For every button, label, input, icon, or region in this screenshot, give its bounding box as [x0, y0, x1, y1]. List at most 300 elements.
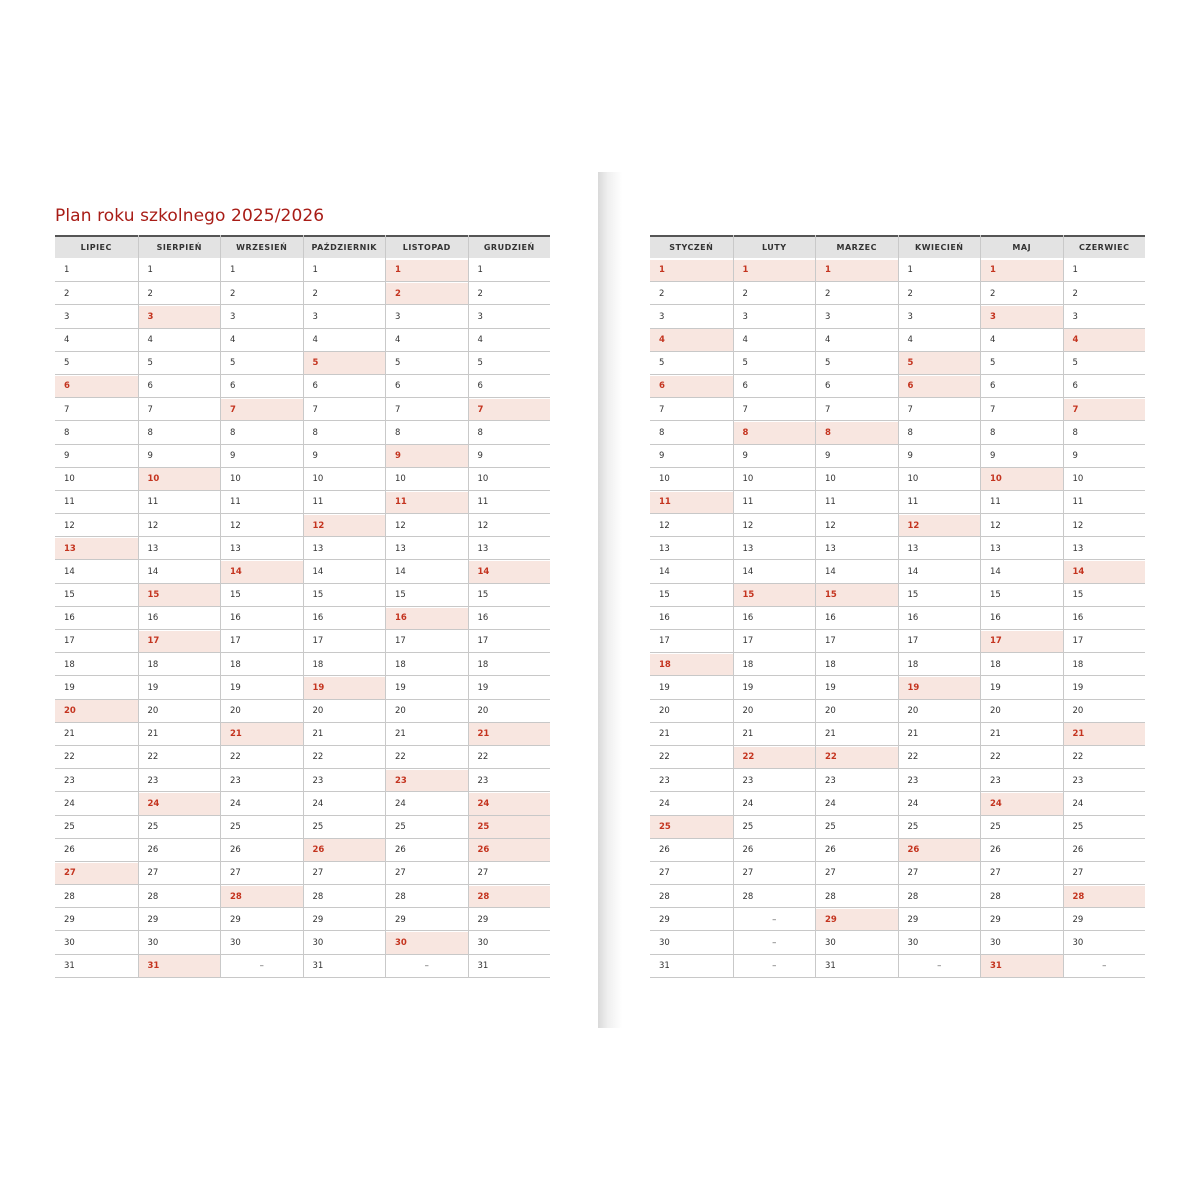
day-cell: 3 — [221, 306, 303, 329]
day-cell: 15 — [55, 584, 138, 607]
day-cell: 13 — [304, 538, 386, 561]
day-cell: 4 — [981, 329, 1063, 352]
day-cell: 9 — [139, 445, 221, 468]
day-cell: 26 — [981, 839, 1063, 862]
day-cell: 3 — [386, 306, 468, 329]
day-cell: 17 — [386, 631, 468, 654]
day-cell-empty: – — [899, 955, 981, 978]
day-cell: 20 — [221, 700, 303, 723]
day-cell: 3 — [304, 306, 386, 329]
day-cell-holiday: 31 — [981, 955, 1063, 978]
day-cell: 20 — [816, 700, 898, 723]
day-cell-holiday: 14 — [469, 561, 551, 584]
day-cell: 2 — [139, 283, 221, 306]
day-cell: 27 — [734, 863, 816, 886]
day-cell: 3 — [734, 306, 816, 329]
day-cell-holiday: 3 — [981, 306, 1063, 329]
day-cell: 15 — [221, 584, 303, 607]
day-cell: 13 — [386, 538, 468, 561]
day-cell: 17 — [816, 631, 898, 654]
month-column — [898, 235, 981, 978]
day-cell: 12 — [469, 515, 551, 538]
day-cell: 10 — [55, 468, 138, 491]
day-cell: 4 — [734, 329, 816, 352]
day-cell: 23 — [1064, 770, 1146, 793]
day-cell: 5 — [650, 352, 733, 375]
day-cell: 16 — [734, 608, 816, 631]
day-cell: 28 — [981, 886, 1063, 909]
day-cell: 11 — [139, 492, 221, 515]
day-cell: 7 — [139, 399, 221, 422]
day-cell: 19 — [386, 677, 468, 700]
day-cell: 30 — [1064, 932, 1146, 955]
month-column — [980, 235, 1063, 978]
day-cell: 8 — [304, 422, 386, 445]
day-cell-holiday: 25 — [469, 816, 551, 839]
day-cell-holiday: 28 — [1064, 886, 1146, 909]
day-cell-holiday: 26 — [304, 839, 386, 862]
day-cell: 29 — [1064, 909, 1146, 932]
month-header: PAŹDZIERNIK — [304, 235, 386, 258]
day-cell: 10 — [469, 468, 551, 491]
day-cell: 5 — [386, 352, 468, 375]
day-cell: 22 — [386, 747, 468, 770]
day-cell: 16 — [139, 608, 221, 631]
day-cell: 23 — [899, 770, 981, 793]
month-column — [733, 235, 816, 978]
day-cell: 5 — [221, 352, 303, 375]
month-column — [1063, 235, 1146, 978]
day-cell: 23 — [139, 770, 221, 793]
month-column — [55, 235, 138, 978]
day-cell: 31 — [816, 955, 898, 978]
book-spine — [598, 172, 622, 1028]
month-header: LUTY — [734, 235, 816, 258]
day-cell: 20 — [386, 700, 468, 723]
month-column — [468, 235, 551, 978]
day-cell: 9 — [304, 445, 386, 468]
day-cell: 29 — [981, 909, 1063, 932]
day-cell: 11 — [221, 492, 303, 515]
day-cell: 7 — [650, 399, 733, 422]
day-cell: 25 — [734, 816, 816, 839]
day-cell: 11 — [899, 492, 981, 515]
day-cell: 24 — [304, 793, 386, 816]
day-cell: 4 — [55, 329, 138, 352]
month-header: LIPIEC — [55, 235, 138, 258]
day-cell: 15 — [899, 584, 981, 607]
day-cell: 31 — [650, 955, 733, 978]
day-cell: 3 — [899, 306, 981, 329]
day-cell: 10 — [1064, 468, 1146, 491]
day-cell: 29 — [386, 909, 468, 932]
day-cell: 10 — [386, 468, 468, 491]
day-cell-holiday: 21 — [221, 723, 303, 746]
day-cell: 20 — [650, 700, 733, 723]
day-cell: 5 — [1064, 352, 1146, 375]
day-cell-holiday: 4 — [650, 329, 733, 352]
day-cell: 27 — [899, 863, 981, 886]
day-cell: 11 — [1064, 492, 1146, 515]
day-cell: 19 — [469, 677, 551, 700]
day-cell-holiday: 11 — [386, 492, 468, 515]
day-cell: 6 — [816, 376, 898, 399]
day-cell: 19 — [981, 677, 1063, 700]
day-cell: 19 — [139, 677, 221, 700]
day-cell: 25 — [139, 816, 221, 839]
month-column — [650, 235, 733, 978]
day-cell: 4 — [899, 329, 981, 352]
day-cell: 17 — [650, 631, 733, 654]
day-cell: 13 — [221, 538, 303, 561]
day-cell: 12 — [734, 515, 816, 538]
day-cell: 4 — [469, 329, 551, 352]
day-cell: 2 — [304, 283, 386, 306]
day-cell: 28 — [899, 886, 981, 909]
day-cell: 9 — [734, 445, 816, 468]
day-cell-holiday: 27 — [55, 863, 138, 886]
day-cell: 7 — [816, 399, 898, 422]
day-cell: 8 — [1064, 422, 1146, 445]
day-cell-holiday: 14 — [1064, 561, 1146, 584]
day-cell: 16 — [304, 608, 386, 631]
day-cell: 24 — [1064, 793, 1146, 816]
day-cell: 4 — [139, 329, 221, 352]
day-cell: 20 — [304, 700, 386, 723]
day-cell: 16 — [899, 608, 981, 631]
day-cell: 8 — [221, 422, 303, 445]
day-cell: 19 — [816, 677, 898, 700]
day-cell: 15 — [981, 584, 1063, 607]
day-cell-holiday: 6 — [55, 376, 138, 399]
day-cell-holiday: 2 — [386, 283, 468, 306]
day-cell: 7 — [386, 399, 468, 422]
day-cell: 2 — [469, 283, 551, 306]
day-cell: 20 — [981, 700, 1063, 723]
day-cell: 6 — [221, 376, 303, 399]
month-header: MARZEC — [816, 235, 898, 258]
page-title: Plan roku szkolnego 2025/2026 — [55, 206, 325, 226]
day-cell: 1 — [55, 260, 138, 283]
day-cell: 3 — [650, 306, 733, 329]
day-cell: 14 — [386, 561, 468, 584]
day-cell: 2 — [816, 283, 898, 306]
day-cell: 9 — [221, 445, 303, 468]
day-cell: 29 — [139, 909, 221, 932]
day-cell-holiday: 29 — [816, 909, 898, 932]
day-cell: 25 — [304, 816, 386, 839]
day-cell-holiday: 30 — [386, 932, 468, 955]
day-cell: 10 — [221, 468, 303, 491]
day-cell: 23 — [221, 770, 303, 793]
month-header: WRZESIEŃ — [221, 235, 303, 258]
day-cell: 7 — [734, 399, 816, 422]
day-cell: 13 — [139, 538, 221, 561]
day-cell: 22 — [304, 747, 386, 770]
day-cell: 11 — [304, 492, 386, 515]
day-cell: 17 — [304, 631, 386, 654]
day-cell: 1 — [221, 260, 303, 283]
day-cell: 30 — [469, 932, 551, 955]
day-cell: 21 — [139, 723, 221, 746]
day-cell: 29 — [650, 909, 733, 932]
day-cell: 18 — [816, 654, 898, 677]
day-cell: 9 — [650, 445, 733, 468]
day-cell: 5 — [734, 352, 816, 375]
day-cell-holiday: 19 — [899, 677, 981, 700]
day-cell: 12 — [816, 515, 898, 538]
day-cell: 27 — [139, 863, 221, 886]
day-cell-holiday: 17 — [139, 631, 221, 654]
day-cell: 5 — [55, 352, 138, 375]
day-cell: 18 — [981, 654, 1063, 677]
day-cell: 21 — [304, 723, 386, 746]
day-cell: 17 — [55, 631, 138, 654]
day-cell: 14 — [55, 561, 138, 584]
day-cell: 30 — [221, 932, 303, 955]
day-cell-holiday: 5 — [304, 352, 386, 375]
day-cell-holiday: 22 — [734, 747, 816, 770]
day-cell: 27 — [221, 863, 303, 886]
day-cell: 5 — [981, 352, 1063, 375]
day-cell: 6 — [304, 376, 386, 399]
day-cell: 10 — [650, 468, 733, 491]
day-cell: 30 — [304, 932, 386, 955]
day-cell: 21 — [650, 723, 733, 746]
day-cell: 11 — [981, 492, 1063, 515]
day-cell: 9 — [816, 445, 898, 468]
day-cell: 22 — [55, 747, 138, 770]
day-cell: 13 — [650, 538, 733, 561]
day-cell: 19 — [650, 677, 733, 700]
day-cell: 23 — [304, 770, 386, 793]
day-cell: 4 — [304, 329, 386, 352]
day-cell: 27 — [386, 863, 468, 886]
day-cell: 8 — [386, 422, 468, 445]
day-cell: 9 — [469, 445, 551, 468]
day-cell: 31 — [304, 955, 386, 978]
day-cell-holiday: 3 — [139, 306, 221, 329]
day-cell: 30 — [55, 932, 138, 955]
day-cell: 30 — [899, 932, 981, 955]
day-cell-holiday: 31 — [139, 955, 221, 978]
day-cell: 10 — [304, 468, 386, 491]
day-cell: 9 — [899, 445, 981, 468]
month-header: GRUDZIEŃ — [469, 235, 551, 258]
month-column — [220, 235, 303, 978]
day-cell: 25 — [899, 816, 981, 839]
day-cell: 26 — [650, 839, 733, 862]
day-cell: 27 — [650, 863, 733, 886]
day-cell-empty: – — [734, 909, 816, 932]
day-cell-holiday: 15 — [816, 584, 898, 607]
day-cell: 21 — [55, 723, 138, 746]
day-cell-holiday: 4 — [1064, 329, 1146, 352]
month-header: KWIECIEŃ — [899, 235, 981, 258]
calendar-left-page — [55, 235, 550, 978]
day-cell: 5 — [139, 352, 221, 375]
day-cell: 6 — [1064, 376, 1146, 399]
day-cell: 27 — [981, 863, 1063, 886]
day-cell: 22 — [469, 747, 551, 770]
day-cell: 26 — [55, 839, 138, 862]
day-cell: 28 — [816, 886, 898, 909]
day-cell: 24 — [734, 793, 816, 816]
day-cell: 11 — [816, 492, 898, 515]
day-cell: 23 — [650, 770, 733, 793]
day-cell: 14 — [304, 561, 386, 584]
day-cell: 16 — [816, 608, 898, 631]
day-cell: 17 — [1064, 631, 1146, 654]
day-cell: 28 — [139, 886, 221, 909]
day-cell: 15 — [1064, 584, 1146, 607]
day-cell: 6 — [734, 376, 816, 399]
month-header: MAJ — [981, 235, 1063, 258]
day-cell: 18 — [734, 654, 816, 677]
day-cell-holiday: 1 — [650, 260, 733, 283]
day-cell: 16 — [981, 608, 1063, 631]
day-cell: 14 — [650, 561, 733, 584]
day-cell: 20 — [469, 700, 551, 723]
day-cell: 2 — [981, 283, 1063, 306]
day-cell: 6 — [981, 376, 1063, 399]
day-cell: 12 — [139, 515, 221, 538]
day-cell: 2 — [734, 283, 816, 306]
day-cell: 21 — [386, 723, 468, 746]
day-cell: 1 — [899, 260, 981, 283]
day-cell: 24 — [386, 793, 468, 816]
day-cell: 19 — [55, 677, 138, 700]
day-cell: 8 — [139, 422, 221, 445]
day-cell: 14 — [816, 561, 898, 584]
day-cell-holiday: 22 — [816, 747, 898, 770]
month-header: STYCZEŃ — [650, 235, 733, 258]
day-cell: 2 — [221, 283, 303, 306]
day-cell: 31 — [469, 955, 551, 978]
day-cell: 22 — [1064, 747, 1146, 770]
day-cell: 30 — [981, 932, 1063, 955]
day-cell-holiday: 26 — [469, 839, 551, 862]
day-cell-holiday: 10 — [981, 468, 1063, 491]
day-cell: 28 — [734, 886, 816, 909]
day-cell-holiday: 24 — [469, 793, 551, 816]
day-cell-holiday: 9 — [386, 445, 468, 468]
day-cell-holiday: 1 — [386, 260, 468, 283]
day-cell-holiday: 16 — [386, 608, 468, 631]
day-cell: 1 — [1064, 260, 1146, 283]
day-cell: 23 — [469, 770, 551, 793]
day-cell: 27 — [304, 863, 386, 886]
day-cell-holiday: 17 — [981, 631, 1063, 654]
day-cell: 31 — [55, 955, 138, 978]
day-cell: 17 — [899, 631, 981, 654]
day-cell-holiday: 6 — [899, 376, 981, 399]
day-cell: 12 — [386, 515, 468, 538]
day-cell: 6 — [139, 376, 221, 399]
day-cell: 3 — [816, 306, 898, 329]
day-cell: 24 — [899, 793, 981, 816]
day-cell: 10 — [899, 468, 981, 491]
day-cell: 12 — [55, 515, 138, 538]
day-cell: 13 — [1064, 538, 1146, 561]
day-cell: 7 — [304, 399, 386, 422]
day-cell: 15 — [386, 584, 468, 607]
day-cell: 7 — [981, 399, 1063, 422]
day-cell-empty: – — [386, 955, 468, 978]
day-cell: 4 — [386, 329, 468, 352]
day-cell: 21 — [981, 723, 1063, 746]
day-cell: 22 — [650, 747, 733, 770]
day-cell: 28 — [304, 886, 386, 909]
day-cell: 18 — [899, 654, 981, 677]
day-cell: 28 — [55, 886, 138, 909]
day-cell: 30 — [650, 932, 733, 955]
day-cell: 22 — [221, 747, 303, 770]
day-cell-holiday: 21 — [469, 723, 551, 746]
day-cell: 22 — [139, 747, 221, 770]
day-cell-holiday: 6 — [650, 376, 733, 399]
day-cell: 17 — [734, 631, 816, 654]
day-cell: 17 — [221, 631, 303, 654]
day-cell-empty: – — [734, 932, 816, 955]
day-cell: 13 — [981, 538, 1063, 561]
day-cell: 2 — [650, 283, 733, 306]
day-cell: 15 — [304, 584, 386, 607]
day-cell: 29 — [899, 909, 981, 932]
month-header: CZERWIEC — [1064, 235, 1146, 258]
day-cell: 25 — [386, 816, 468, 839]
day-cell: 19 — [1064, 677, 1146, 700]
day-cell-holiday: 23 — [386, 770, 468, 793]
day-cell-holiday: 12 — [304, 515, 386, 538]
day-cell: 18 — [1064, 654, 1146, 677]
day-cell: 13 — [816, 538, 898, 561]
day-cell: 3 — [469, 306, 551, 329]
day-cell: 26 — [816, 839, 898, 862]
day-cell-holiday: 10 — [139, 468, 221, 491]
day-cell: 24 — [650, 793, 733, 816]
day-cell: 9 — [1064, 445, 1146, 468]
day-cell: 27 — [1064, 863, 1146, 886]
day-cell: 21 — [899, 723, 981, 746]
month-column — [815, 235, 898, 978]
day-cell: 12 — [1064, 515, 1146, 538]
day-cell: 4 — [221, 329, 303, 352]
day-cell: 8 — [469, 422, 551, 445]
day-cell: 11 — [55, 492, 138, 515]
day-cell-holiday: 28 — [221, 886, 303, 909]
day-cell-holiday: 24 — [981, 793, 1063, 816]
day-cell: 20 — [734, 700, 816, 723]
day-cell: 20 — [899, 700, 981, 723]
day-cell: 22 — [899, 747, 981, 770]
day-cell: 10 — [734, 468, 816, 491]
day-cell: 23 — [981, 770, 1063, 793]
day-cell: 2 — [55, 283, 138, 306]
day-cell: 12 — [981, 515, 1063, 538]
day-cell-holiday: 19 — [304, 677, 386, 700]
day-cell-holiday: 1 — [734, 260, 816, 283]
day-cell: 18 — [469, 654, 551, 677]
day-cell: 22 — [981, 747, 1063, 770]
day-cell: 3 — [1064, 306, 1146, 329]
day-cell: 29 — [469, 909, 551, 932]
day-cell: 7 — [55, 399, 138, 422]
day-cell: 27 — [469, 863, 551, 886]
day-cell: 8 — [650, 422, 733, 445]
day-cell: 26 — [386, 839, 468, 862]
day-cell: 13 — [734, 538, 816, 561]
